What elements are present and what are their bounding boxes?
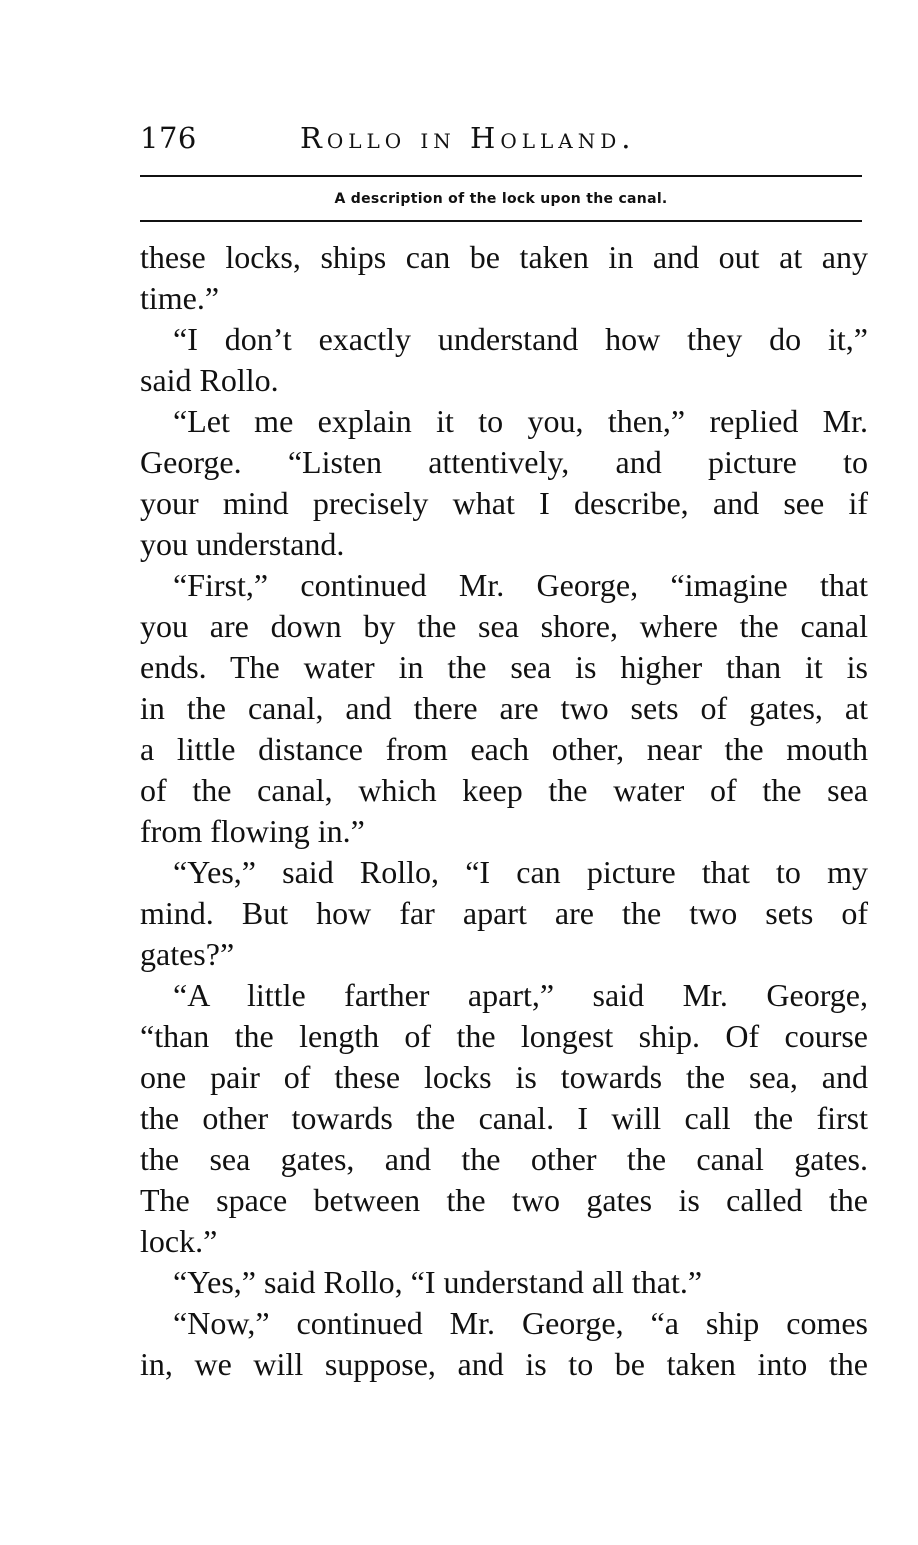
text-line: the other towards the canal. I will call the first [140,1100,868,1136]
text-line: from flowing in.” [140,813,365,849]
header-rule-bottom [140,220,862,222]
text-line: mind. But how far apart are the two sets of [140,895,868,931]
text-line: “Yes,” said Rollo, “I can picture that to my [173,854,868,890]
text-line: lock.” [140,1223,218,1259]
page-subheading: A description of the lock upon the canal. [334,191,668,207]
text-line: “I don’t exactly understand how they do it,” [173,321,868,357]
text-line: in, we will suppose, and is to be taken into the [140,1346,868,1382]
text-line: “Yes,” said Rollo, “I understand all that.” [173,1264,703,1300]
page-header [140,118,862,162]
text-line: “Now,” continued Mr. George, “a ship comes [173,1305,868,1341]
text-line: of the canal, which keep the water of the sea [140,772,868,808]
page-body [140,238,868,1386]
text-line: “Let me explain it to you, then,” replied Mr. [173,403,868,439]
text-line: gates?” [140,936,235,972]
text-line: you understand. [140,526,345,562]
text-line: you are down by the sea shore, where the canal [140,608,868,644]
text-line: “First,” continued Mr. George, “imagine that [173,567,868,603]
text-line: The space between the two gates is called the [140,1182,868,1218]
text-line: in the canal, and there are two sets of gates, at [140,690,868,726]
text-line: George. “Listen attentively, and picture to [140,444,868,480]
text-line: time.” [140,280,220,316]
text-line: one pair of these locks is towards the sea, and [140,1059,868,1095]
running-title: Rollo in Holland. [300,121,636,155]
text-line: the sea gates, and the other the canal gates. [140,1141,868,1177]
text-line: these locks, ships can be taken in and out at any [140,239,868,275]
text-line: said Rollo. [140,362,279,398]
text-line: “than the length of the longest ship. Of course [140,1018,868,1054]
header-rule-top [140,175,862,177]
text-line: “A little farther apart,” said Mr. George, [173,977,868,1013]
page-number: 176 [140,121,197,155]
text-line: ends. The water in the sea is higher than it is [140,649,868,685]
text-line: your mind precisely what I describe, and see if [140,485,868,521]
text-line: a little distance from each other, near the mouth [140,731,868,767]
